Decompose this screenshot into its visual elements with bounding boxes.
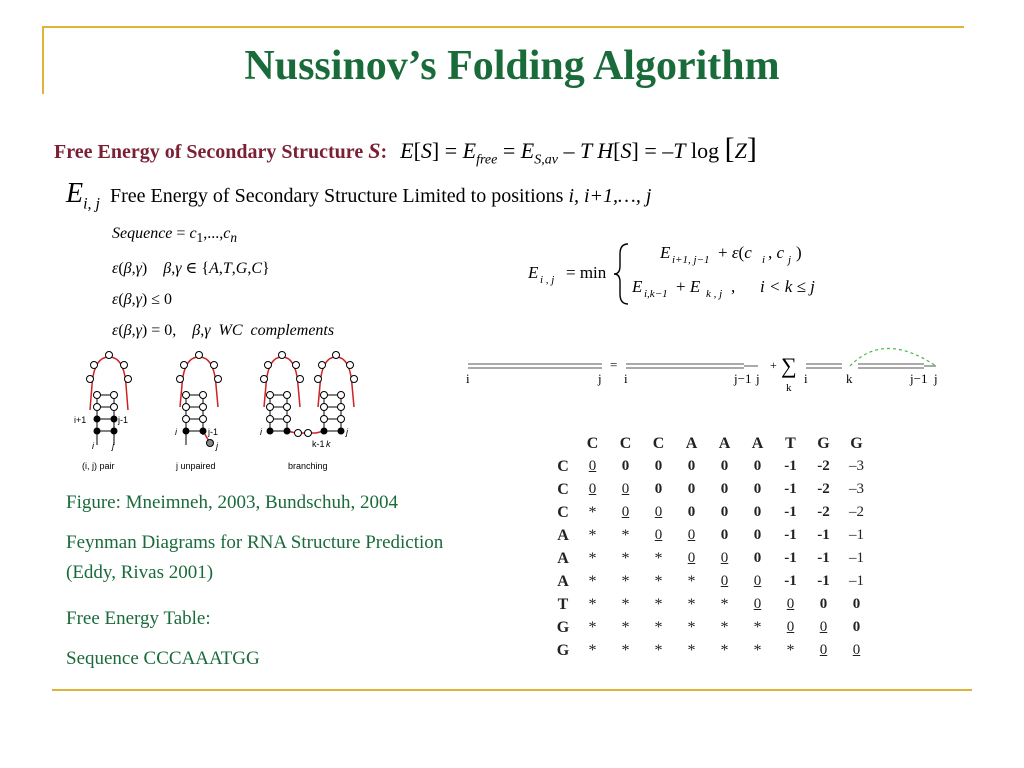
table-cell: 0 [819, 619, 828, 635]
table-cell: * [621, 526, 630, 544]
row-header: T [557, 595, 569, 613]
table-row [550, 524, 873, 547]
table-cell: 0 [654, 481, 663, 497]
recursion-formula [528, 238, 848, 308]
table-cell: * [786, 641, 795, 659]
svg-text:E: E [528, 263, 539, 282]
table-cell: 0 [720, 527, 729, 543]
table-cell: * [654, 572, 663, 590]
table-cell: * [588, 641, 597, 659]
table-cell: * [654, 595, 663, 613]
figure-citation[interactable]: Figure: Mneimneh, 2003, Bundschuh, 2004 [66, 492, 398, 513]
column-header: T [785, 434, 796, 452]
table-cell: 0 [588, 481, 597, 497]
table-cell: * [588, 503, 597, 521]
table-cell: 0 [852, 619, 861, 635]
table-cell: 0 [621, 458, 630, 474]
table-corner [550, 432, 576, 455]
table-cell: * [720, 595, 729, 613]
table-cell: * [720, 641, 729, 659]
table-cell: * [654, 549, 663, 567]
table-cell: 0 [720, 458, 729, 474]
table-cell: 0 [720, 550, 729, 566]
column-header: A [751, 434, 764, 452]
table-cell: * [588, 549, 597, 567]
svg-text:i: i [466, 371, 470, 386]
table-cell: 0 [753, 481, 762, 497]
epsilon-nonpositive: ε(β,γ) ≤ 0 [112, 291, 173, 309]
svg-text:i , j: i , j [540, 274, 555, 286]
table-cell: 0 [786, 619, 795, 635]
table-cell: 0 [687, 481, 696, 497]
table-cell: * [588, 618, 597, 636]
table-row [550, 478, 873, 501]
table-cell: 0 [753, 527, 762, 543]
svg-text:E: E [632, 277, 643, 296]
structure-variable: S [368, 138, 381, 163]
table-cell: -1 [784, 481, 797, 497]
svg-text:i: i [260, 427, 262, 437]
free-energy-table [550, 432, 873, 662]
svg-text:k: k [786, 382, 792, 394]
sequence-definitions [112, 218, 334, 346]
table-cell: * [621, 618, 630, 636]
table-cell: -1 [784, 504, 797, 520]
table-cell: * [720, 618, 729, 636]
table-cell: 0 [753, 504, 762, 520]
row-header: C [557, 480, 569, 498]
table-row [550, 547, 873, 570]
svg-text:): ) [796, 243, 802, 262]
svg-text:j-1: j-1 [118, 415, 129, 425]
table-cell: * [621, 572, 630, 590]
table-cell: * [621, 595, 630, 613]
svg-text:+ ε(c: + ε(c [718, 243, 752, 262]
free-energy-definition: Free Energy of Secondary Structure S: $E[S] = E_{free} = E_{S,av} - T$ H[S] = –T log [Z] [54, 132, 757, 168]
table-cell: 0 [687, 527, 696, 543]
table-cell: 0 [654, 527, 663, 543]
column-header: G [817, 434, 830, 452]
table-cell: 0 [819, 642, 828, 658]
table-row [550, 616, 873, 639]
table-cell: –3 [849, 458, 864, 474]
table-cell: 0 [753, 573, 762, 589]
free-energy-label: Free Energy of Secondary Structure [54, 141, 364, 163]
table-cell: -1 [817, 573, 830, 589]
table-cell: 0 [621, 504, 630, 520]
eij-symbol: $E_{i, j}$ [66, 178, 100, 213]
svg-text:k: k [326, 439, 331, 449]
column-header: C [619, 434, 632, 452]
table-cell: * [687, 572, 696, 590]
svg-text:k-1: k-1 [312, 439, 325, 449]
notes-list [66, 488, 486, 690]
table-cell: 0 [753, 550, 762, 566]
column-header: A [718, 434, 731, 452]
table-cell: * [654, 618, 663, 636]
table-cell: * [753, 618, 762, 636]
svg-text:E: E [660, 243, 671, 262]
table-caption: Free Energy Table: [66, 608, 211, 629]
pair-diagram [74, 352, 132, 472]
svg-text:=: = [610, 357, 618, 372]
table-cell: * [621, 549, 630, 567]
svg-text:i: i [175, 427, 177, 437]
epsilon-wc: ε(β,γ) = 0, β,γ WC complements [112, 322, 335, 340]
table-cell: 0 [687, 550, 696, 566]
column-header: C [652, 434, 665, 452]
svg-text:k: k [846, 371, 853, 386]
svg-text:i: i [92, 441, 94, 451]
svg-text:i,k−1: i,k−1 [644, 288, 668, 300]
feynman-diagram [464, 345, 944, 395]
table-cell: -1 [817, 550, 830, 566]
row-header: A [557, 572, 569, 590]
svg-text:j: j [756, 371, 760, 386]
row-header: A [557, 549, 569, 567]
table-cell: 0 [720, 481, 729, 497]
free-energy-formula: $E[S] = E_{free} = E_{S,av} - T$ H[S] = –T log [Z] [400, 132, 757, 168]
svg-text:i: i [624, 371, 628, 386]
table-cell: -1 [817, 527, 830, 543]
table-cell: 0 [852, 596, 861, 612]
svg-text:i: i [762, 254, 766, 266]
column-header: C [586, 434, 599, 452]
table-cell: -1 [784, 458, 797, 474]
svg-text:j: j [216, 441, 218, 451]
table-cell: * [621, 641, 630, 659]
unpaired-label: j unpaired [176, 461, 216, 471]
svg-text:j: j [934, 371, 938, 386]
table-row [550, 570, 873, 593]
table-cell: 0 [852, 642, 861, 658]
table-cell: 0 [687, 504, 696, 520]
feynman-link[interactable]: Feynman Diagrams for RNA Structure Prediction (Eddy, Rivas 2001) [66, 532, 444, 583]
svg-text:j: j [598, 371, 602, 386]
svg-text:j−1: j−1 [910, 371, 928, 386]
table-row [550, 501, 873, 524]
rna-structure-diagrams [72, 345, 372, 475]
row-header: G [556, 641, 570, 659]
sequence-def: Sequence = $c_1,...,c_n$ [112, 225, 237, 246]
svg-text:j: j [346, 427, 348, 437]
table-cell: 0 [588, 458, 597, 474]
row-header: A [557, 526, 569, 544]
table-cell: 0 [753, 458, 762, 474]
table-cell: * [687, 595, 696, 613]
table-cell: * [588, 526, 597, 544]
branching-diagram [260, 352, 358, 472]
svg-text:j-1: j-1 [208, 427, 219, 437]
table-cell: -2 [817, 504, 830, 520]
table-cell: -1 [784, 550, 797, 566]
table-cell: -2 [817, 481, 830, 497]
table-cell: 0 [819, 596, 828, 612]
svg-text:i+1, j−1: i+1, j−1 [672, 254, 710, 266]
svg-text:i: i [804, 371, 808, 386]
table-cell: 0 [720, 504, 729, 520]
table-cell: * [588, 572, 597, 590]
eij-description: Free Energy of Secondary Structure Limited to positions [110, 185, 564, 207]
svg-text:k , j: k , j [706, 288, 723, 300]
table-cell: 0 [687, 458, 696, 474]
row-header: C [557, 503, 569, 521]
column-header: G [850, 434, 863, 452]
column-header: A [685, 434, 698, 452]
table-cell: –3 [849, 481, 864, 497]
branching-label: branching [288, 461, 328, 471]
row-header: G [556, 618, 570, 636]
table-cell: 0 [786, 596, 795, 612]
table-cell: * [654, 641, 663, 659]
table-cell: –2 [849, 504, 864, 520]
table-cell: 0 [621, 481, 630, 497]
table-cell: * [753, 641, 762, 659]
eij-definition [66, 178, 651, 214]
table-row [550, 639, 873, 662]
svg-text:= min: = min [566, 263, 607, 282]
table-row [550, 593, 873, 616]
table-cell: * [588, 595, 597, 613]
table-cell: -1 [784, 573, 797, 589]
table-cell: 0 [654, 504, 663, 520]
table-row [550, 455, 873, 478]
svg-text:+ E: + E [676, 277, 701, 296]
eij-range: i, i+1,…, j [568, 185, 652, 207]
svg-text:∑: ∑ [781, 353, 797, 378]
table-cell: –1 [849, 527, 864, 543]
table-cell: 0 [753, 596, 762, 612]
table-cell: * [687, 641, 696, 659]
top-rule [42, 26, 964, 28]
svg-text:,: , [731, 277, 736, 296]
table-cell: –1 [849, 550, 864, 566]
svg-text:j−1: j−1 [734, 371, 752, 386]
svg-text:+: + [770, 358, 777, 372]
svg-text:j: j [112, 441, 114, 451]
row-header: C [557, 457, 569, 475]
unpaired-diagram [175, 352, 222, 472]
table-cell: 0 [654, 458, 663, 474]
table-cell: 0 [720, 573, 729, 589]
pair-label: (i, j) pair [82, 461, 115, 471]
slide-title: Nussinov’s Folding Algorithm [244, 43, 780, 89]
table-cell: -1 [784, 527, 797, 543]
epsilon-def: ε(β,γ) β,γ ∈ {A,T,G,C} [112, 260, 270, 278]
table-cell: * [687, 618, 696, 636]
svg-text:j: j [788, 254, 792, 266]
table-header-row [550, 432, 873, 455]
table-cell: –1 [849, 573, 864, 589]
table-cell: -2 [817, 458, 830, 474]
svg-text:, c: , c [768, 243, 785, 262]
sequence-caption: Sequence CCCAAATGG [66, 648, 260, 669]
svg-text:i+1: i+1 [74, 415, 87, 425]
svg-text:i < k ≤ j: i < k ≤ j [760, 277, 815, 296]
